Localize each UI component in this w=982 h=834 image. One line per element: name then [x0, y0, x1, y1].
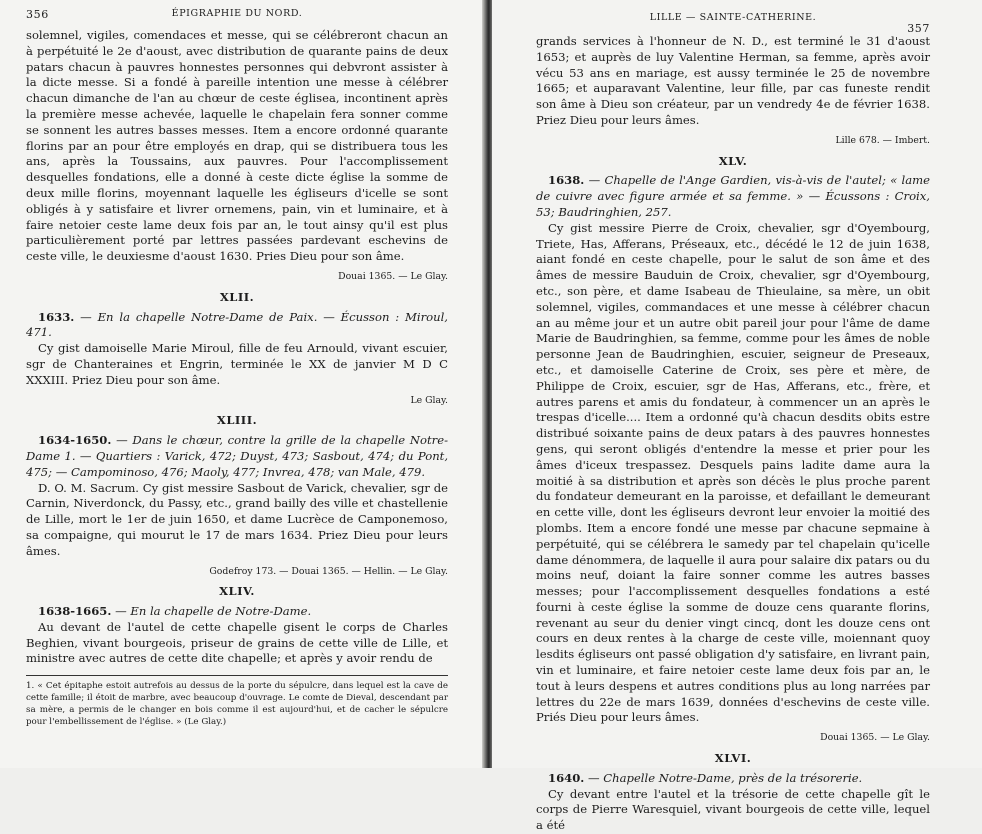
- entry-xlii: [26, 290, 448, 409]
- entry-source: Le Glay.: [410, 394, 448, 406]
- entry-numeral: XLIII.: [216, 413, 258, 428]
- entry-inscription: D. O. M. Sacrum. Cy gist messire Sasbout de Varick, chevalier, sgr de Carnin, Niverdonck, du Passy, etc., grand bailly des ville et chastellenie de Lille, mort le 1er de juin 1650, et dame Lucrèce de Camponemoso, sa compaigne, qui mourut le 17 de mars 1634. Priez Dieu pour leurs âmes.: [26, 480, 448, 558]
- left-running-head: [26, 8, 448, 28]
- entry-inscription: Au devant de l'autel de cette chapelle gisent le corps de Charles Beghien, vivant bourgeois, priseur de grains de cette ville de Lille, et ministre avec autres de cette dite chapelle; et après y avoir rendu de: [26, 619, 448, 666]
- entry-xliv: [26, 584, 448, 667]
- left-continuation-text: solemnel, vigiles, comendaces et messe, qui se célébreront chacun an à perpétuité le 2e d'aoust, avec distribution de quarante pains de deux patars chacun à pauvres honnestes personnes qui debvront assister à la dicte messe. Si a fondé à pareille intention une messe à célébrer chacun dimanche de l'an au chœur de ceste églisea, incontinent après la première messe achevée, laquelle le chapelain fera sonner comme se sonnent les autres basses messes. Item a encore ordonné quarante florins par an pour être employés en drap, qui se distribuera tous les ans, après la Toussains, aux pauvres. Pour l'accomplissement desquelles fondations, elle a donné à ceste dicte église la somme de deux mille florins, moyennant laquelle les égliseurs d'icelle se sont obligés à y satisfaire et livrer ornemens, pain, vin et luminaire, et à faire netoier ceste lame deux fois par an, le tout ainsy qu'il est plus particulièrement porté par lettres passées pardevant eschevins de ceste ville, le deuxiesme d'aoust 1630. Pries Dieu pour son âme.: [26, 28, 448, 264]
- left-body: [26, 28, 448, 728]
- right-page: [492, 0, 982, 833]
- entry-numeral: XLII.: [219, 289, 255, 304]
- entry-numeral: XLIV.: [219, 584, 255, 599]
- entry-heading: [536, 173, 930, 220]
- entry-inscription: Cy devant entre l'autel et la trésorie de cette chapelle gît le corps de Pierre Waresquiel, vivant bourgeois de cette ville, lequel a été: [536, 786, 930, 833]
- entry-date: 1633.: [38, 309, 75, 324]
- entry-location: — En la chapelle de Notre-Dame.: [111, 604, 312, 619]
- entry-location: — Chapelle de l'Ange Gardien, vis-à-vis de l'autel; « lame de cuivre avec figure armée et sa femme. » — Écussons : Croix, 53; Baudringhien, 257.: [536, 173, 930, 219]
- entry-heading: [536, 771, 930, 787]
- entry-xlvi: [536, 751, 930, 834]
- entry-numeral: XLVI.: [714, 751, 752, 766]
- right-running-title: LILLE — SAINTE-CATHERINE.: [649, 12, 817, 23]
- entry-heading: [26, 604, 448, 620]
- entry-source: Godefroy 173. — Douai 1365. — Hellin. — Le Glay.: [209, 565, 448, 577]
- left-running-title: ÉPIGRAPHIE DU NORD.: [171, 8, 303, 19]
- footnote: 1. « Cet épitaphe estoit autrefois au dessus de la porte du sépulcre, dans lequel est la cave de cette famille; il étoit de marbre, avec beaucoup d'ouvrage. Le comte de Dieval, descendant par sa mère, a permis de le changer en bois comme il est aujourd'hui, et de cacher le sépulcre pour l'embellissement de l'église. » (Le Glay.): [26, 681, 448, 728]
- right-body: [536, 34, 930, 834]
- left-page: [0, 0, 488, 768]
- footnote-divider: [26, 675, 448, 676]
- right-page-number: 357: [907, 22, 930, 35]
- entry-inscription: Cy gist damoiselle Marie Miroul, fille de feu Arnould, vivant escuier, sgr de Chanteraines et Engrin, terminée le XX de janvier M D C XXXIII. Priez Dieu pour son âme.: [26, 341, 448, 387]
- entry-inscription: Cy gist messire Pierre de Croix, chevalier, sgr d'Oyembourg, Triete, Has, Afferans, Préseaux, etc., décédé le 12 de juin 1638, aiant fondé en ceste chapelle, pour le salut de son âme et des âmes de messire Bauduin de Croix, chevalier, sgr d'Oyembourg, etc., son père, et dame Isabeau de Thieulaine, sa mère, un obit solemnel, vigiles, commandaces et une messe à célébrer chacun an au même jour et un autre obit pareil jour pour l'âme de dame Marie de Baudringhien, sa femme, comme pour les âmes de noble personne Jean de Baudringhien, escuier, seigneur de Preseaux, etc., et damoiselle Caterine de Croix, ses père et mère, de Philippe de Croix, escuier, sgr de Has, Afferans, etc., frère, et autres parens et amis du fondateur, à commencer un an après le trespas d'icelle.... Item a ordonné qu'à chacun desdits obits estre distribué soixante pains de deux patars à des pauvres honnestes gens, qui seront obligés d'entendre la messe et prier pour les âmes d'iceux trespassez. Desquels pains ladite dame aura la moitié à sa distribution et après son décès le plus proche parent du fondateur demeurant en la paroisse, et defaillant le demeurant en cette ville, dont les égliseurs devront leur envoier la moitié des plombs. Item a encore fondé une messe par chacune sepmaine à perpétuité, qui se célébrera le samedy par tel chapelain qu'icelle dame dénommera, de laquelle il aura pour salaire dix patars ou du moins neuf, doiant la faire sonner comme les autres basses messes; pour l'accomplissement desquelles fondations a esté fourni à ceste église la somme de douze cens quarante florins, revenant au seur du denier vingt cincq, dont les douze cens ont cours en deux rentes à la charge de ceste ville, moiennant quoy lesdits égliseurs ont passé obligation d'y satisfaire, en livrant pain, vin et luminaire, et faire netoier ceste lame deux fois par an, le tout à leurs despens et autres conditions plus au long narrées par lettres du 22e de mars 1639, données d'eschevins de ceste ville. Priés Dieu pour leurs âmes.: [536, 220, 930, 725]
- left-continuation-source: Douai 1365. — Le Glay.: [338, 270, 448, 282]
- entry-xliii: [26, 413, 448, 579]
- entry-heading: [26, 433, 448, 480]
- entry-date: 1638-1665.: [38, 604, 112, 619]
- entry-date: 1640.: [548, 770, 585, 785]
- entry-xlv: [536, 154, 930, 746]
- entry-date: 1634-1650.: [38, 433, 112, 448]
- entry-location: — Chapelle Notre-Dame, près de la trésorerie.: [584, 770, 863, 785]
- entry-numeral: XLV.: [718, 153, 748, 168]
- right-running-head: [536, 12, 930, 35]
- entry-location: — En la chapelle Notre-Dame de Paix. — Écusson : Miroul, 471.: [26, 309, 448, 340]
- entry-location: — Dans le chœur, contre la grille de la chapelle Notre-Dame 1. — Quartiers : Varick, 472; Duyst, 473; Sasbout, 474; du Pont, 475; — Campominoso, 476; Maoly, 477; Invrea, 478; van Male, 479.: [26, 433, 448, 479]
- left-page-number: 356: [26, 8, 49, 21]
- entry-source: Douai 1365. — Le Glay.: [820, 732, 930, 744]
- right-continuation-source: Lille 678. — Imbert.: [835, 134, 930, 146]
- right-continuation-text: grands services à l'honneur de N. D., est terminé le 31 d'aoust 1653; et auprès de luy Valentine Herman, sa femme, après avoir vécu 53 ans en mariage, est aussy terminée le 25 de novembre 1665; et auparavant Valentine, leur fille, par cas funeste rendit son âme à Dieu son créateur, par un vendredy 4e de février 1638. Priez Dieu pour leurs âmes.: [536, 34, 930, 127]
- entry-heading: [26, 310, 448, 342]
- entry-date: 1638.: [548, 173, 585, 188]
